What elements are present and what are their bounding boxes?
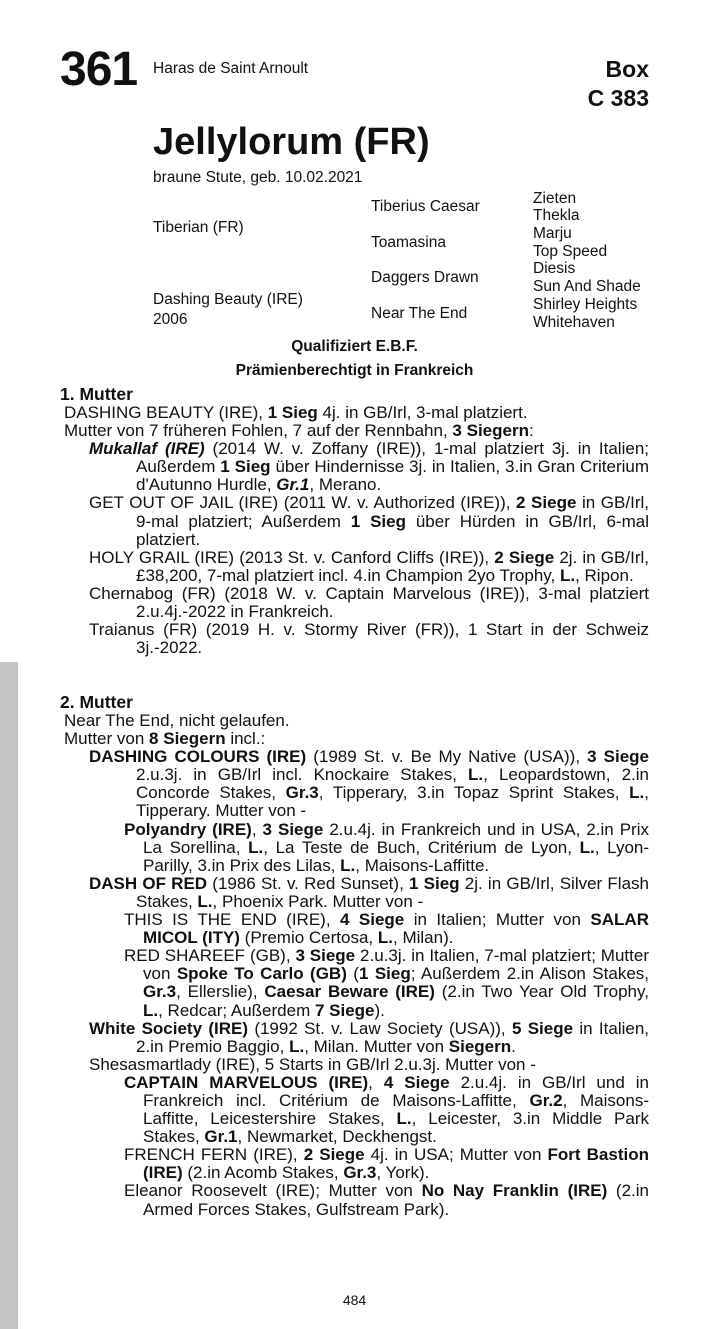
pedigree-g3-4: Top Speed [533, 243, 608, 260]
pedigree-g3-2: Thekla [533, 207, 580, 224]
lot-number: 361 [60, 43, 138, 96]
produce-chernabog: Chernabog (FR) (2018 W. v. Captain Marvelous (IRE)), 3-mal platziert 2.u.4j.-2022 in Frankreich. [89, 583, 649, 622]
produce-polyandry: Polyandry (IRE), 3 Siege 2.u.4j. in Frankreich und in USA, 2.in Prix La Sorellina, L., La Teste de Buch, Critérium de Lyon, L., Lyon-Parilly, 3.in Prix des Lilas, L., Maisons-Laffitte. [124, 819, 650, 875]
second-dam-summary: Near The End, nicht gelaufen. [64, 711, 290, 730]
pedigree-g3-5: Diesis [533, 260, 576, 277]
second-dam-section [60, 712, 649, 1219]
produce-white-society: White Society (IRE) (1992 St. v. Law Society (USA)), 5 Siege in Italien, 2.in Premio Baggio, L., Milan. Mutter von Siegern. [89, 1018, 649, 1056]
produce-eleanor-roosevelt: Eleanor Roosevelt (IRE); Mutter von No Nay Franklin (IRE) (2.in Armed Forces Stakes, Gulfstream Park). [124, 1181, 649, 1219]
produce-get-out-of-jail: GET OUT OF JAIL (IRE) (2011 W. v. Authorized (IRE)), 2 Siege in GB/Irl, 9-mal platziert; Außerdem 1 Sieg über Hürden in GB/Irl, 6-mal platziert. [89, 493, 649, 549]
pedigree-dam-year: 2006 [153, 311, 188, 328]
horse-name: Jellylorum (FR) [153, 121, 430, 163]
pedigree-g3-7: Shirley Heights [533, 296, 638, 313]
page-number: 484 [342, 1292, 367, 1308]
produce-captain-marvelous: CAPTAIN MARVELOUS (IRE), 4 Siege 2.u.4j. in GB/Irl und in Frankreich incl. Critérium de Maisons-Laffitte, Gr.2, Maisons-Laffitte, Leicestershire Stakes, L., Leicester, 3.in Middle Park Stakes, Gr.1, Newmarket, Deckhengst. [124, 1072, 650, 1147]
box-label: Box [605, 56, 649, 82]
box-location [588, 55, 649, 113]
pedigree-g3-1: Zieten [533, 190, 577, 207]
produce-holy-grail: HOLY GRAIL (IRE) (2013 St. v. Canford Cliffs (IRE)), 2 Siege 2j. in GB/Irl, £38,200, 7-mal platziert incl. 4.in Champion 2yo Trophy, L., Ripon. [89, 547, 649, 585]
pedigree-sire-sire: Tiberius Caesar [371, 198, 480, 215]
second-dam-produce-summary: Mutter von 8 Siegern incl.: [64, 729, 266, 749]
produce-dashing-colours: DASHING COLOURS (IRE) (1989 St. v. Be My Native (USA)), 3 Siege 2.u.3j. in GB/Irl incl. Knockaire Stakes, L., Leopardstown, 2.in Concorde Stakes, Gr.3, Tipperary, 3.in Topaz Sprint Stakes, L., Tipperary. Mutter von - [89, 747, 649, 821]
produce-dash-of-red: DASH OF RED (1986 St. v. Red Sunset), 1 Sieg 2j. in GB/Irl, Silver Flash Stakes, L., Phoenix Park. Mutter von - [89, 873, 649, 911]
consignor: Haras de Saint Arnoult [153, 60, 309, 77]
pedigree-g3-8: Whitehaven [533, 314, 615, 331]
produce-mukallaf: Mukallaf (IRE) (2014 W. v. Zoffany (IRE)), 1-mal platziert 3j. in Italien; Außerdem 1 Sieg über Hindernisse 3j. in Italien, 3.in Gran Criterium d'Autunno Hurdle, Gr.1, Merano. [89, 439, 649, 495]
qualification-ebf: Qualifiziert E.B.F. [291, 338, 418, 355]
pedigree-sire-dam: Toamasina [371, 234, 446, 251]
pedigree-dam-dam: Near The End [371, 305, 468, 322]
qualification-premium: Prämienberechtigt in Frankreich [235, 362, 474, 379]
pedigree-dam [153, 290, 303, 330]
produce-french-fern: FRENCH FERN (IRE), 2 Siege 4j. in USA; Mutter von Fort Bastion (IRE) (2.in Acomb Stakes, Gr.3, York). [124, 1145, 649, 1183]
first-dam-summary: DASHING BEAUTY (IRE), 1 Sieg 4j. in GB/Irl, 3-mal platziert. [64, 403, 528, 422]
produce-traianus: Traianus (FR) (2019 H. v. Stormy River (FR)), 1 Start in der Schweiz 3j.-2022. [89, 620, 649, 658]
first-dam-title: 1. Mutter [60, 384, 133, 404]
pedigree-dam-name: Dashing Beauty (IRE) [153, 291, 303, 308]
produce-this-is-the-end: THIS IS THE END (IRE), 4 Siege in Italien; Mutter von SALAR MICOL (ITY) (Premio Certosa, L., Milan). [124, 910, 649, 948]
pedigree-dam-sire: Daggers Drawn [371, 269, 479, 286]
first-dam-produce-summary: Mutter von 7 früheren Fohlen, 7 auf der Rennbahn, 3 Siegern: [64, 421, 534, 441]
pedigree-sire: Tiberian (FR) [153, 219, 244, 236]
second-dam-title: 2. Mutter [60, 692, 133, 712]
box-number: C 383 [587, 85, 649, 111]
side-margin-bar [0, 662, 18, 1329]
produce-shesasmartlady: Shesasmartlady (IRE), 5 Starts in GB/Irl 2.u.3j. Mutter von - [89, 1054, 536, 1074]
first-dam-section [60, 404, 649, 657]
pedigree-g3-3: Marju [533, 225, 572, 242]
horse-description: braune Stute, geb. 10.02.2021 [153, 169, 363, 186]
pedigree-g3-6: Sun And Shade [533, 278, 641, 295]
produce-red-shareef: RED SHAREEF (GB), 3 Siege 2.u.3j. in Italien, 7-mal platziert; Mutter von Spoke To Carlo (GB) (1 Sieg; Außerdem 2.in Alison Stakes, Gr.3, Ellerslie), Caesar Beware (IRE) (2.in Two Year Old Trophy, L., Redcar; Außerdem 7 Siege). [124, 946, 649, 1020]
